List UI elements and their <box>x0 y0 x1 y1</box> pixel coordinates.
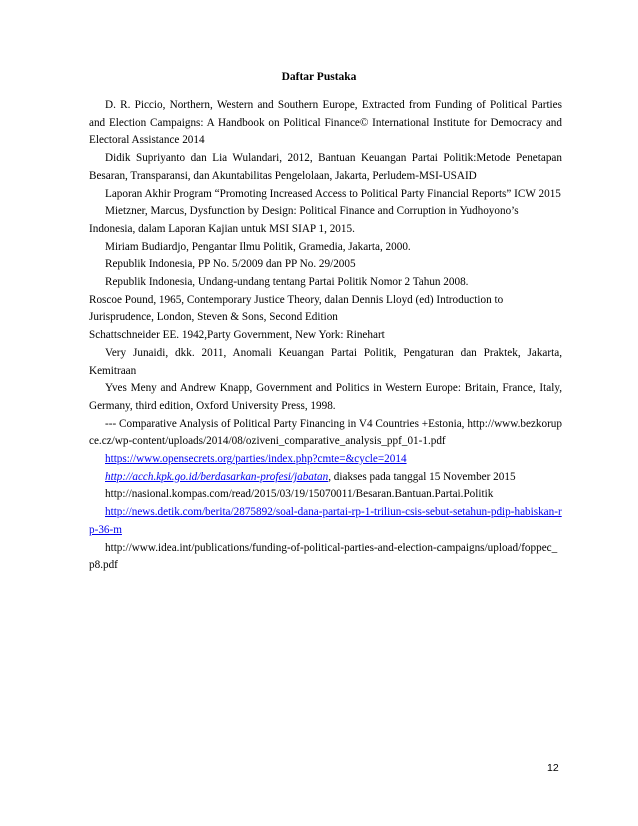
opensecrets-link[interactable]: https://www.opensecrets.org/parties/index.php?cmte=&cycle=2014 <box>105 453 407 466</box>
reference-supriyanto: Didik Supriyanto dan Lia Wulandari, 2012, Bantuan Keuangan Partai Politik:Metode Penetapan Besaran, Transparansi, dan Akuntabilitas Pengelolaan, Jakarta, Perludem-MSI-USAID <box>89 152 562 182</box>
reference-budiardjo: Miriam Budiardjo, Pengantar Ilmu Politik, Gramedia, Jakarta, 2000. <box>105 240 411 253</box>
reference-acch <box>89 469 562 487</box>
reference-comparative-analysis: --- Comparative Analysis of Political Party Financing in V4 Countries +Estonia, http://www.bezkorupce.cz/wp-content/uploads/2014/08/oziveni_comparative_analysis_ppf_01-1.pdf <box>89 417 562 448</box>
reference-piccio: D. R. Piccio, Northern, Western and Southern Europe, Extracted from Funding of Political Parties and Election Campaigns: A Handbook on Political Finance© International Institute for Democracy and Electoral Assistance 2014 <box>89 99 562 147</box>
reference-pound: Roscoe Pound, 1965, Contemporary Justice Theory, dalan Dennis Lloyd (ed) Introduction to Jurisprudence, London, Steven & Sons, Second Edition <box>89 293 504 324</box>
reference-junaidi: Very Junaidi, dkk. 2011, Anomali Keuangan Partai Politik, Pengaturan dan Praktek, Jakarta, Kemitraan <box>89 346 562 377</box>
reference-list <box>89 97 562 575</box>
reference-opensecrets <box>89 451 562 469</box>
reference-meny: Yves Meny and Andrew Knapp, Government and Politics in Western Europe: Britain, France, Italy, Germany, third edition, Oxford University Press, 1998. <box>89 382 562 412</box>
reference-schattschneider: Schattschneider EE. 1942,Party Government, New York: Rinehart <box>89 329 385 342</box>
reference-laporan-icw: Laporan Akhir Program “Promoting Increased Access to Political Party Financial Reports” ICW 2015 <box>105 187 561 200</box>
reference-mietzner: Mietzner, Marcus, Dysfunction by Design: Political Finance and Corruption in Yudhoyono’s Indonesia, dalam Laporan Kajian untuk MSI SIAP 1, 2015. <box>89 205 519 235</box>
acch-access-note: , diakses pada tanggal 15 November 2015 <box>328 470 516 483</box>
acch-link[interactable]: http://acch.kpk.go.id/berdasarkan-profesi/jabatan <box>105 470 329 483</box>
reference-idea: http://www.idea.int/publications/funding-of-political-parties-and-election-campaigns/upload/foppec_p8.pdf <box>89 541 558 572</box>
reference-pp: Republik Indonesia, PP No. 5/2009 dan PP No. 29/2005 <box>105 258 356 271</box>
document-title: Daftar Pustaka <box>281 71 357 83</box>
detik-link[interactable]: http://news.detik.com/berita/2875892/soal-dana-partai-rp-1-triliun-csis-sebut-setahun-pdip-habiskan-rp-36-m <box>89 506 562 536</box>
reference-uu-partai: Republik Indonesia, Undang-undang tentang Partai Politik Nomor 2 Tahun 2008. <box>105 276 469 289</box>
page-number: 12 <box>547 762 559 774</box>
reference-kompas: http://nasional.kompas.com/read/2015/03/19/15070011/Besaran.Bantuan.Partai.Politik <box>105 488 494 501</box>
reference-detik <box>89 504 562 539</box>
